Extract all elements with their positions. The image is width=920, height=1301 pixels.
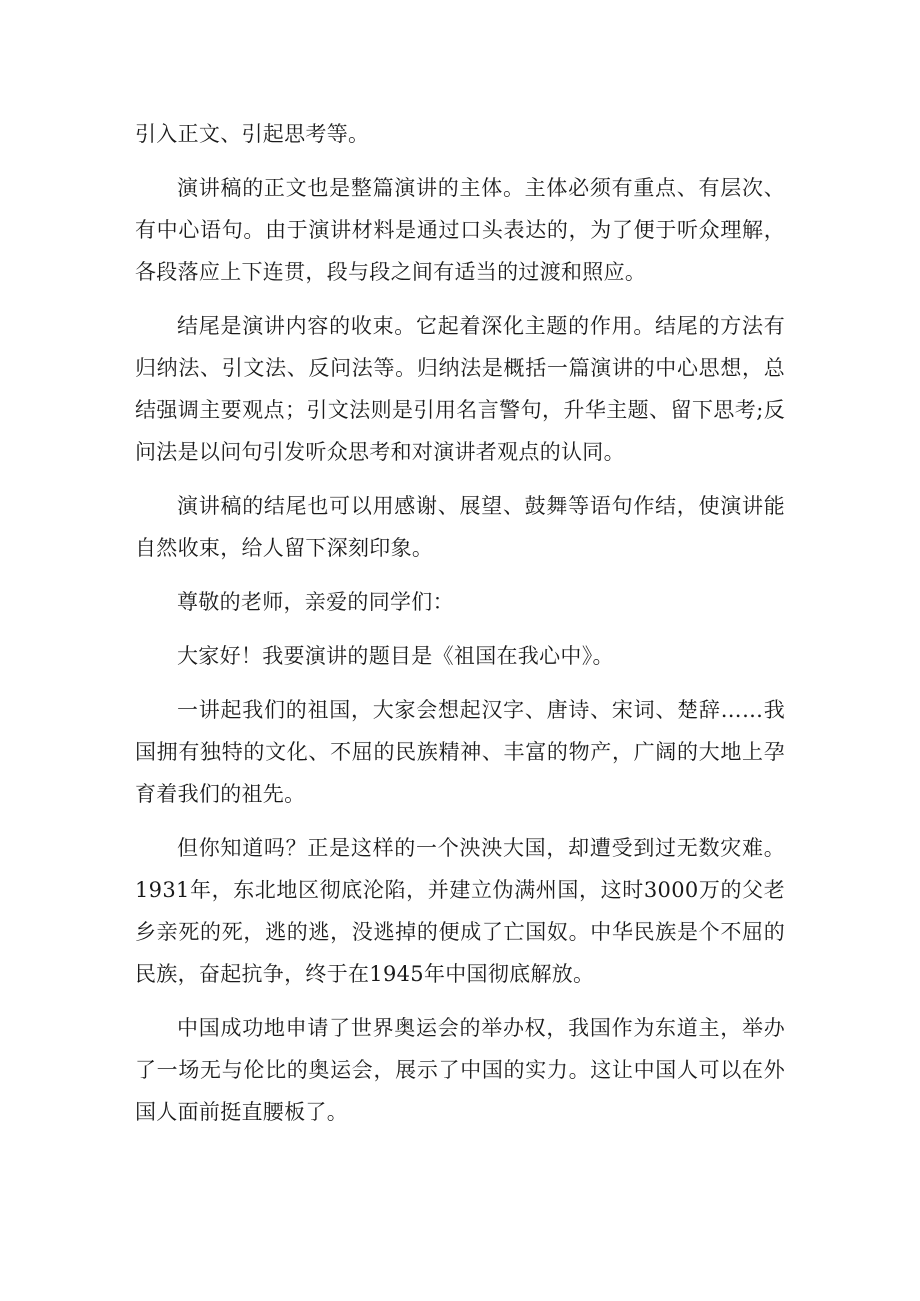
document-body bbox=[135, 113, 785, 1145]
paragraph-ending-alternatives: 演讲稿的结尾也可以用感谢、展望、鼓舞等语句作结，使演讲能自然收束，给人留下深刻印象。 bbox=[135, 494, 785, 560]
paragraph-ending-section: 结尾是演讲内容的收束。它起着深化主题的作用。结尾的方法有归纳法、引文法、反问法等。归纳法是概括一篇演讲的中心思想，总结强调主要观点；引文法则是引用名言警句，升华主题、留下思考;反问法是以问句引发听众思考和对演讲者观点的认同。 bbox=[135, 314, 785, 464]
paragraph-greeting: 大家好！我要演讲的题目是《祖国在我心中》。 bbox=[177, 644, 614, 668]
paragraph-culture: 一讲起我们的祖国，大家会想起汉字、唐诗、宋词、楚辞……我国拥有独特的文化、不屈的民族精神、丰富的物产，广阔的大地上孕育着我们的祖先。 bbox=[135, 698, 785, 806]
paragraph-olympics: 中国成功地申请了世界奥运会的举办权，我国作为东道主，举办了一场无与伦比的奥运会，展示了中国的实力。这让中国人可以在外国人面前挺直腰板了。 bbox=[135, 1016, 785, 1124]
paragraph-history: 但你知道吗？正是这样的一个泱泱大国，却遭受到过无数灾难。1931年，东北地区彻底沦陷，并建立伪满州国，这时3000万的父老乡亲死的死，逃的逃，没逃掉的便成了亡国奴。中华民族是个不屈的民族，奋起抗争，终于在1945年中国彻底解放。 bbox=[135, 836, 785, 986]
paragraph-intro-continuation: 引入正文、引起思考等。 bbox=[135, 122, 370, 146]
paragraph-body-section: 演讲稿的正文也是整篇演讲的主体。主体必须有重点、有层次、有中心语句。由于演讲材料是通过口头表达的，为了便于听众理解，各段落应上下连贯，段与段之间有适当的过渡和照应。 bbox=[135, 176, 785, 284]
paragraph-salutation: 尊敬的老师，亲爱的同学们： bbox=[177, 590, 454, 614]
